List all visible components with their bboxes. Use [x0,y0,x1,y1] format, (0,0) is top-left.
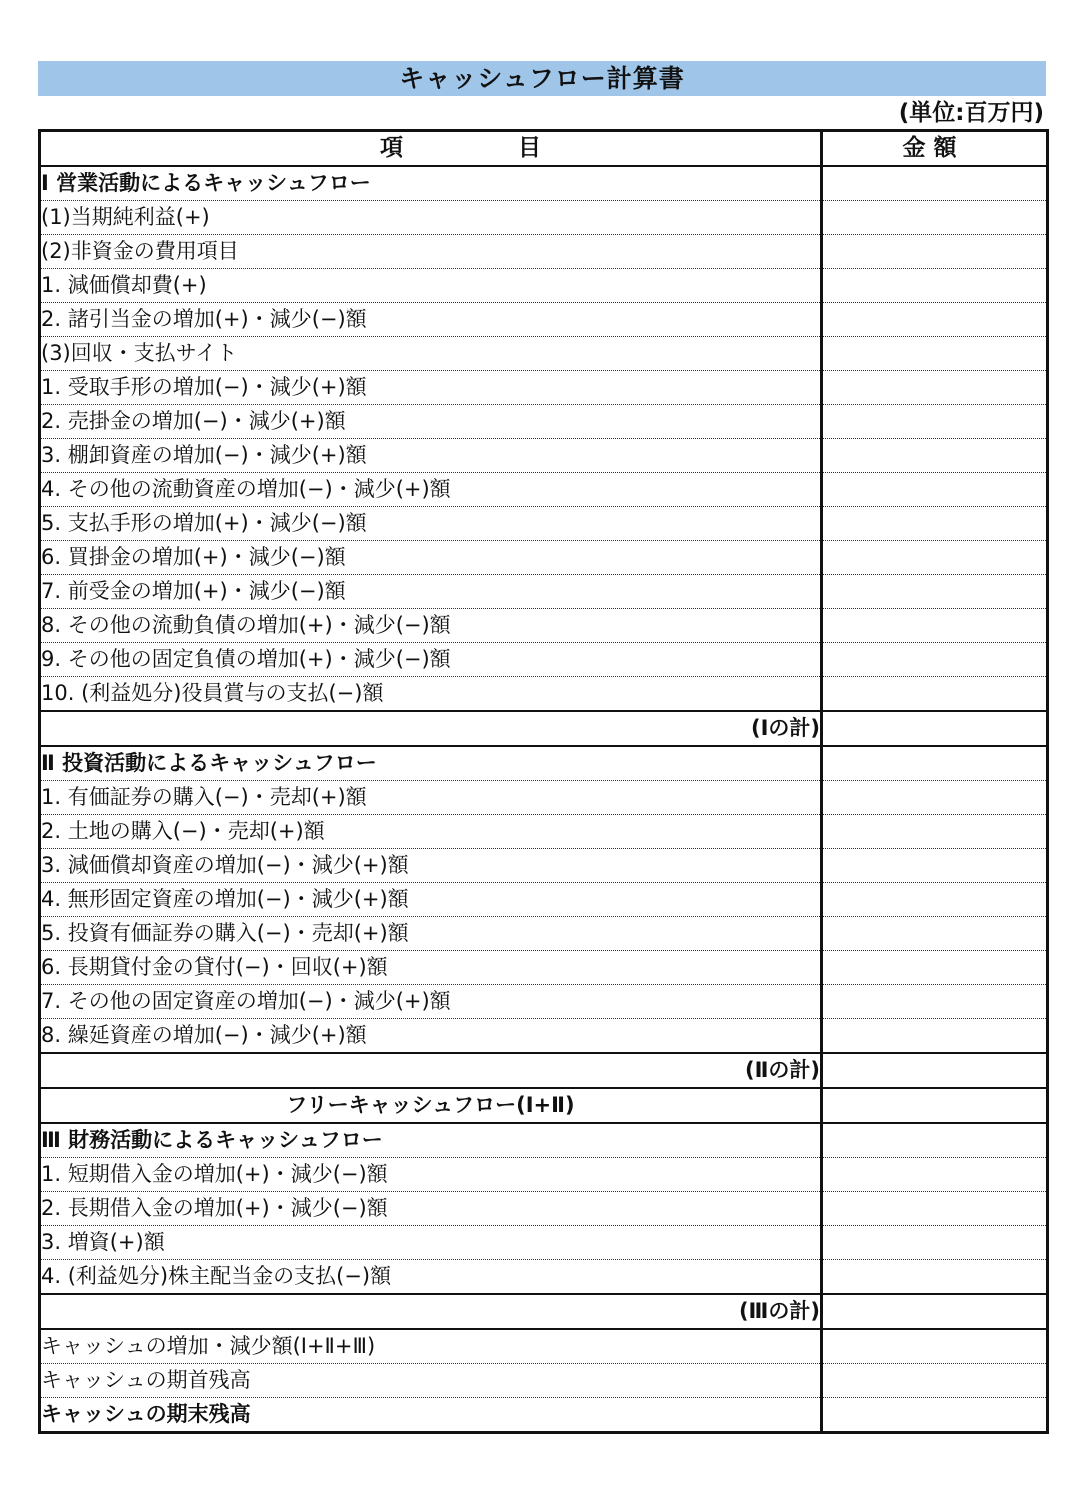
table-row [40,985,1048,1019]
table-row [40,609,1048,643]
item-label: 4. (利益処分)株主配当金の支払(−)額 [40,1260,822,1295]
amount-cell[interactable] [822,371,1048,405]
cash-closing-label: キャッシュの期末残高 [40,1398,822,1433]
item-label: 8. 繰延資産の増加(−)・減少(+)額 [40,1019,822,1054]
amount-cell[interactable] [822,883,1048,917]
item-label: 1. 減価償却費(+) [40,269,822,303]
section-financing-row [40,1123,1048,1158]
table-row [40,337,1048,371]
amount-cell[interactable] [822,541,1048,575]
table-row [40,781,1048,815]
table-row [40,1158,1048,1192]
amount-cell[interactable] [822,609,1048,643]
item-label: 5. 支払手形の増加(+)・減少(−)額 [40,507,822,541]
amount-cell[interactable] [822,235,1048,269]
amount-cell[interactable] [822,849,1048,883]
cash-opening-label: キャッシュの期首残高 [40,1364,822,1398]
table-row [40,1226,1048,1260]
subtotal-row [40,1053,1048,1088]
amount-cell[interactable] [822,201,1048,235]
amount-cell[interactable] [822,746,1048,781]
amount-cell[interactable] [822,575,1048,609]
operating-subtotal-label: (Ⅰの計) [40,711,822,746]
amount-cell[interactable] [822,1294,1048,1329]
amount-cell[interactable] [822,1019,1048,1054]
table-header-row [40,131,1048,167]
table-row [40,815,1048,849]
table-row [40,439,1048,473]
item-label: 2. 土地の購入(−)・売却(+)額 [40,815,822,849]
amount-cell[interactable] [822,1053,1048,1088]
amount-cell[interactable] [822,1158,1048,1192]
document-title: キャッシュフロー計算書 [38,61,1046,96]
item-label: 10. (利益処分)役員賞与の支払(−)額 [40,677,822,712]
table-row [40,201,1048,235]
amount-cell[interactable] [822,1398,1048,1433]
summary-closing-row [40,1398,1048,1433]
section-financing-title: Ⅲ 財務活動によるキャッシュフロー [40,1123,822,1158]
table-row [40,883,1048,917]
section-investing-row [40,746,1048,781]
table-row [40,1192,1048,1226]
amount-cell[interactable] [822,439,1048,473]
table-row [40,269,1048,303]
table-row [40,643,1048,677]
unit-label: (単位:百万円) [898,100,1044,126]
item-label: 4. 無形固定資産の増加(−)・減少(+)額 [40,883,822,917]
amount-cell[interactable] [822,1192,1048,1226]
table-row [40,575,1048,609]
amount-cell[interactable] [822,337,1048,371]
amount-cell[interactable] [822,951,1048,985]
table-row [40,371,1048,405]
financing-subtotal-label: (Ⅲの計) [40,1294,822,1329]
amount-cell[interactable] [822,303,1048,337]
table-row [40,917,1048,951]
table-row [40,849,1048,883]
header-item: 項 目 [40,131,822,167]
section-investing-title: Ⅱ 投資活動によるキャッシュフロー [40,746,822,781]
amount-cell[interactable] [822,473,1048,507]
amount-cell[interactable] [822,269,1048,303]
table-row [40,1260,1048,1295]
table-row [40,303,1048,337]
item-label: 1. 有価証券の購入(−)・売却(+)額 [40,781,822,815]
amount-cell[interactable] [822,1088,1048,1123]
section-operating-title: Ⅰ 営業活動によるキャッシュフロー [40,166,822,201]
amount-cell[interactable] [822,405,1048,439]
item-label: 5. 投資有価証券の購入(−)・売却(+)額 [40,917,822,951]
noncash-title: (2)非資金の費用項目 [40,235,822,269]
free-cash-flow-label: フリーキャッシュフロー(Ⅰ+Ⅱ) [40,1088,822,1123]
item-label: 9. その他の固定負債の増加(+)・減少(−)額 [40,643,822,677]
subtotal-row [40,1294,1048,1329]
amount-cell[interactable] [822,985,1048,1019]
item-label: 6. 買掛金の増加(+)・減少(−)額 [40,541,822,575]
table-row [40,951,1048,985]
free-cash-flow-row [40,1088,1048,1123]
amount-cell[interactable] [822,711,1048,746]
item-label: 7. 前受金の増加(+)・減少(−)額 [40,575,822,609]
table-row [40,507,1048,541]
amount-cell[interactable] [822,1260,1048,1295]
item-label: 7. その他の固定資産の増加(−)・減少(+)額 [40,985,822,1019]
amount-cell[interactable] [822,507,1048,541]
item-label: 4. その他の流動資産の増加(−)・減少(+)額 [40,473,822,507]
item-label: 3. 減価償却資産の増加(−)・減少(+)額 [40,849,822,883]
summary-opening-row [40,1364,1048,1398]
amount-cell[interactable] [822,1329,1048,1364]
amount-cell[interactable] [822,917,1048,951]
net-income-label: (1)当期純利益(+) [40,201,822,235]
cash-change-label: キャッシュの増加・減少額(Ⅰ+Ⅱ+Ⅲ) [40,1329,822,1364]
amount-cell[interactable] [822,643,1048,677]
table-row [40,1019,1048,1054]
item-label: 6. 長期貸付金の貸付(−)・回収(+)額 [40,951,822,985]
table-row [40,473,1048,507]
item-label: 1. 短期借入金の増加(+)・減少(−)額 [40,1158,822,1192]
amount-cell[interactable] [822,677,1048,712]
cash-flow-table [38,129,1049,1434]
table-row [40,541,1048,575]
item-label: 2. 諸引当金の増加(+)・減少(−)額 [40,303,822,337]
item-label: 2. 長期借入金の増加(+)・減少(−)額 [40,1192,822,1226]
subtotal-row [40,711,1048,746]
amount-cell[interactable] [822,1364,1048,1398]
amount-cell[interactable] [822,781,1048,815]
table-row [40,677,1048,712]
item-label: 1. 受取手形の増加(−)・減少(+)額 [40,371,822,405]
cycle-title: (3)回収・支払サイト [40,337,822,371]
section-operating-row [40,166,1048,201]
table-row [40,235,1048,269]
summary-change-row [40,1329,1048,1364]
investing-subtotal-label: (Ⅱの計) [40,1053,822,1088]
amount-cell[interactable] [822,1123,1048,1158]
amount-cell[interactable] [822,166,1048,201]
amount-cell[interactable] [822,1226,1048,1260]
header-amount: 金 額 [822,131,1048,167]
item-label: 3. 棚卸資産の増加(−)・減少(+)額 [40,439,822,473]
amount-cell[interactable] [822,815,1048,849]
item-label: 2. 売掛金の増加(−)・減少(+)額 [40,405,822,439]
item-label: 3. 増資(+)額 [40,1226,822,1260]
item-label: 8. その他の流動負債の増加(+)・減少(−)額 [40,609,822,643]
table-row [40,405,1048,439]
